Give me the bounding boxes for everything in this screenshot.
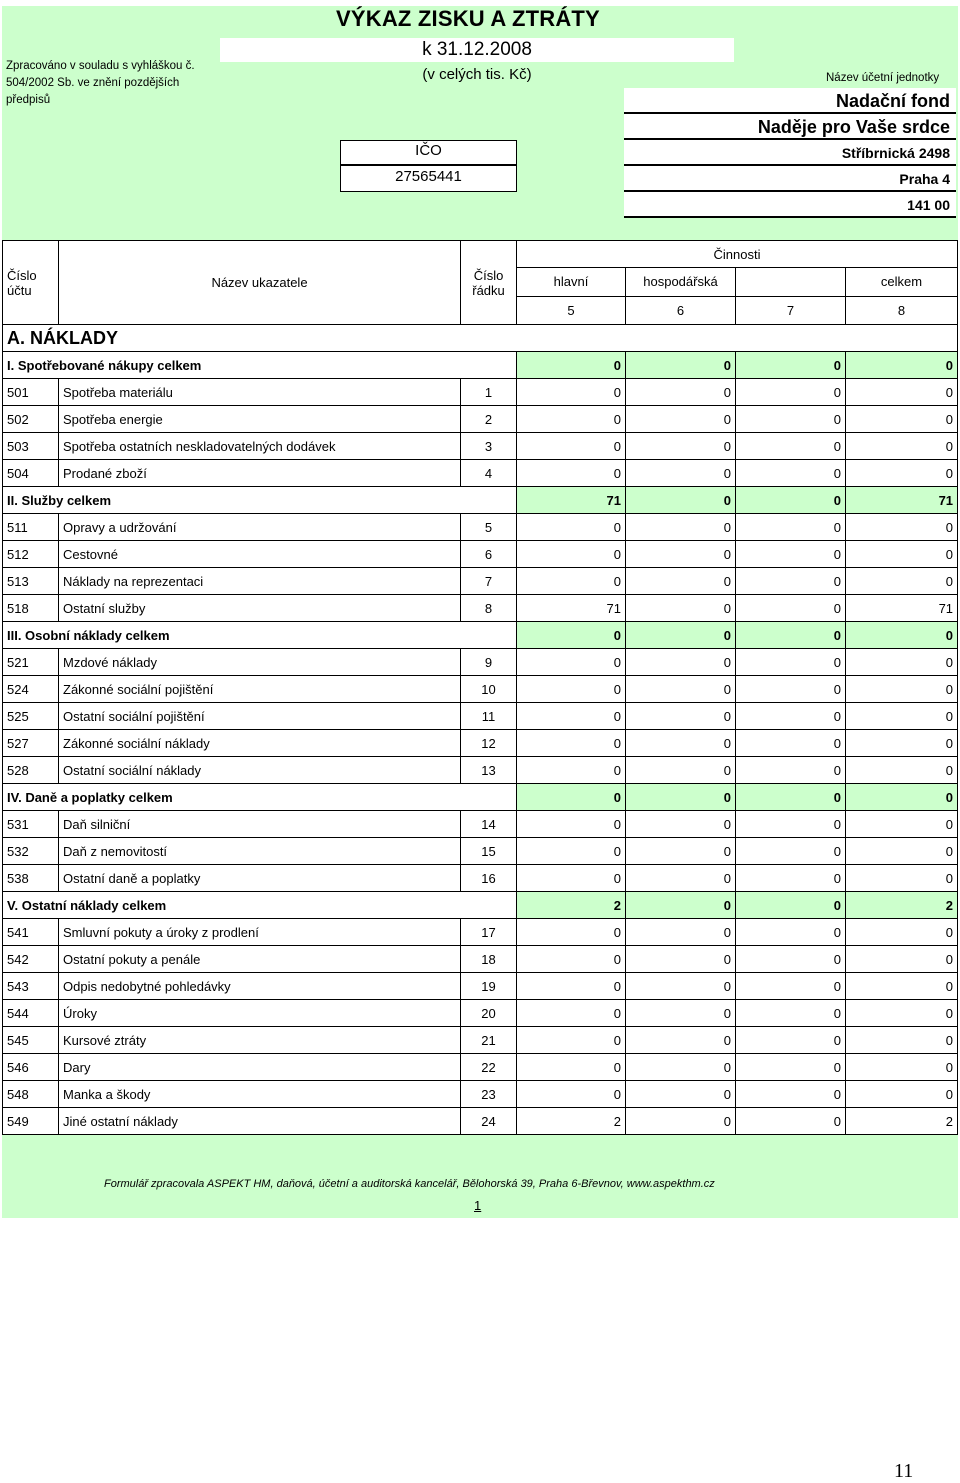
value-v6: 0	[626, 703, 736, 730]
row-number: 17	[461, 919, 517, 946]
account-number: 513	[3, 568, 59, 595]
table-row	[3, 1081, 958, 1108]
section-row	[3, 487, 958, 514]
value-v6: 0	[626, 649, 736, 676]
value-v7: 0	[736, 676, 846, 703]
row-number: 20	[461, 1000, 517, 1027]
cost-table	[2, 240, 958, 1135]
row-number: 5	[461, 514, 517, 541]
value-v7: 0	[736, 703, 846, 730]
value-v6: 0	[626, 460, 736, 487]
account-number: 504	[3, 460, 59, 487]
item-name: Daň silniční	[59, 811, 461, 838]
value-v7: 0	[736, 541, 846, 568]
value-v5: 0	[517, 1000, 626, 1027]
table-row	[3, 406, 958, 433]
value-v5: 0	[517, 1081, 626, 1108]
item-name: Jiné ostatní náklady	[59, 1108, 461, 1135]
value-v6: 0	[626, 811, 736, 838]
value-v6: 0	[626, 433, 736, 460]
value-v5: 0	[517, 811, 626, 838]
value-v8: 0	[846, 784, 958, 811]
item-name: Ostatní daně a poplatky	[59, 865, 461, 892]
value-v6: 0	[626, 379, 736, 406]
ico-label: IČO	[340, 142, 517, 166]
row-number: 14	[461, 811, 517, 838]
value-v8: 0	[846, 1000, 958, 1027]
account-number: 528	[3, 757, 59, 784]
item-name: Úroky	[59, 1000, 461, 1027]
col-main-header: hlavní	[517, 268, 626, 296]
item-name: Prodané zboží	[59, 460, 461, 487]
value-v6: 0	[626, 919, 736, 946]
account-number: 503	[3, 433, 59, 460]
value-v7: 0	[736, 1081, 846, 1108]
table-row	[3, 1054, 958, 1081]
value-v6: 0	[626, 757, 736, 784]
section-name: I. Spotřebované nákupy celkem	[3, 352, 517, 379]
account-number: 541	[3, 919, 59, 946]
value-v5: 0	[517, 1054, 626, 1081]
value-v7: 0	[736, 1108, 846, 1135]
row-number: 16	[461, 865, 517, 892]
table-row	[3, 568, 958, 595]
row-number: 9	[461, 649, 517, 676]
section-row	[3, 784, 958, 811]
value-v5: 0	[517, 568, 626, 595]
value-v5: 71	[517, 595, 626, 622]
section-name: II. Služby celkem	[3, 487, 517, 514]
value-v7: 0	[736, 730, 846, 757]
value-v5: 0	[517, 703, 626, 730]
col-row-header: Číslo řádku	[461, 241, 517, 325]
entity-zip: 141 00	[624, 192, 956, 218]
table-row	[3, 649, 958, 676]
value-v8: 2	[846, 892, 958, 919]
value-v5: 0	[517, 946, 626, 973]
value-v6: 0	[626, 730, 736, 757]
value-v8: 0	[846, 1081, 958, 1108]
col-account-header: Číslo účtu	[3, 241, 59, 325]
table-row	[3, 865, 958, 892]
item-name: Kursové ztráty	[59, 1027, 461, 1054]
value-v7: 0	[736, 460, 846, 487]
row-number: 2	[461, 406, 517, 433]
value-v7: 0	[736, 757, 846, 784]
value-v6: 0	[626, 892, 736, 919]
value-v6: 0	[626, 622, 736, 649]
activities-header: Činnosti	[517, 241, 958, 268]
value-v6: 0	[626, 514, 736, 541]
value-v8: 0	[846, 514, 958, 541]
col-num-8: 8	[846, 296, 958, 324]
value-v6: 0	[626, 1000, 736, 1027]
value-v6: 0	[626, 568, 736, 595]
value-v5: 2	[517, 892, 626, 919]
value-v7: 0	[736, 352, 846, 379]
item-name: Spotřeba materiálu	[59, 379, 461, 406]
value-v8: 0	[846, 406, 958, 433]
value-v5: 0	[517, 352, 626, 379]
item-name: Manka a škody	[59, 1081, 461, 1108]
table-row	[3, 946, 958, 973]
table-row	[3, 541, 958, 568]
row-number: 19	[461, 973, 517, 1000]
value-v5: 0	[517, 379, 626, 406]
value-v7: 0	[736, 568, 846, 595]
value-v6: 0	[626, 1054, 736, 1081]
table-row	[3, 1000, 958, 1027]
value-v7: 0	[736, 595, 846, 622]
item-name: Ostatní služby	[59, 595, 461, 622]
entity-name-2: Naděje pro Vaše srdce	[624, 114, 956, 140]
col-num-7: 7	[736, 296, 846, 324]
row-number: 21	[461, 1027, 517, 1054]
value-v8: 0	[846, 541, 958, 568]
row-number: 13	[461, 757, 517, 784]
value-v7: 0	[736, 892, 846, 919]
account-number: 512	[3, 541, 59, 568]
value-v7: 0	[736, 433, 846, 460]
value-v5: 0	[517, 460, 626, 487]
value-v8: 71	[846, 487, 958, 514]
item-name: Dary	[59, 1054, 461, 1081]
col-econ-header: hospodářská	[626, 268, 736, 296]
value-v7: 0	[736, 865, 846, 892]
table-row	[3, 919, 958, 946]
value-v8: 0	[846, 838, 958, 865]
table-row	[3, 973, 958, 1000]
value-v6: 0	[626, 973, 736, 1000]
account-number: 545	[3, 1027, 59, 1054]
value-v8: 0	[846, 1027, 958, 1054]
row-number: 4	[461, 460, 517, 487]
value-v7: 0	[736, 406, 846, 433]
row-number: 8	[461, 595, 517, 622]
item-name: Náklady na reprezentaci	[59, 568, 461, 595]
value-v8: 0	[846, 919, 958, 946]
report-title: VÝKAZ ZISKU A ZTRÁTY	[336, 6, 600, 31]
value-v7: 0	[736, 1027, 846, 1054]
value-v6: 0	[626, 865, 736, 892]
value-v8: 0	[846, 1054, 958, 1081]
account-number: 501	[3, 379, 59, 406]
report-date: k 31.12.2008	[422, 39, 532, 60]
section-name: IV. Daně a poplatky celkem	[3, 784, 517, 811]
value-v7: 0	[736, 379, 846, 406]
section-row	[3, 352, 958, 379]
table-row	[3, 1108, 958, 1135]
item-name: Spotřeba ostatních neskladovatelných dodávek	[59, 433, 461, 460]
value-v8: 0	[846, 703, 958, 730]
col-total-header: celkem	[846, 268, 958, 296]
value-v8: 0	[846, 568, 958, 595]
value-v8: 0	[846, 973, 958, 1000]
table-row	[3, 838, 958, 865]
table-row	[3, 433, 958, 460]
account-number: 531	[3, 811, 59, 838]
value-v6: 0	[626, 595, 736, 622]
value-v7: 0	[736, 811, 846, 838]
account-number: 525	[3, 703, 59, 730]
value-v6: 0	[626, 946, 736, 973]
value-v7: 0	[736, 622, 846, 649]
value-v8: 2	[846, 1108, 958, 1135]
value-v5: 0	[517, 919, 626, 946]
value-v5: 71	[517, 487, 626, 514]
entity-city: Praha 4	[624, 166, 956, 192]
table-row	[3, 757, 958, 784]
account-number: 546	[3, 1054, 59, 1081]
footer-note: Formulář zpracovala ASPEKT HM, daňová, účetní a auditorská kancelář, Bělohorská 39, Praha 6-Břevnov, www.aspekthm.cz	[104, 1178, 715, 1190]
value-v7: 0	[736, 784, 846, 811]
row-number: 3	[461, 433, 517, 460]
row-number: 7	[461, 568, 517, 595]
value-v5: 0	[517, 784, 626, 811]
value-v6: 0	[626, 784, 736, 811]
row-number: 6	[461, 541, 517, 568]
row-number: 23	[461, 1081, 517, 1108]
value-v7: 0	[736, 487, 846, 514]
col-name-header: Název ukazatele	[59, 241, 461, 325]
table-row	[3, 811, 958, 838]
value-v5: 0	[517, 622, 626, 649]
value-v7: 0	[736, 1000, 846, 1027]
value-v6: 0	[626, 676, 736, 703]
value-v5: 0	[517, 838, 626, 865]
item-name: Odpis nedobytné pohledávky	[59, 973, 461, 1000]
table-row	[3, 460, 958, 487]
account-number: 549	[3, 1108, 59, 1135]
value-v7: 0	[736, 919, 846, 946]
value-v7: 0	[736, 514, 846, 541]
row-number: 15	[461, 838, 517, 865]
value-v8: 0	[846, 676, 958, 703]
value-v6: 0	[626, 541, 736, 568]
section-a-title: A. NÁKLADY	[3, 325, 958, 352]
item-name: Ostatní sociální náklady	[59, 757, 461, 784]
account-number: 502	[3, 406, 59, 433]
table-row	[3, 676, 958, 703]
section-row	[3, 892, 958, 919]
item-name: Cestovné	[59, 541, 461, 568]
value-v5: 0	[517, 541, 626, 568]
value-v6: 0	[626, 352, 736, 379]
report-units: (v celých tis. Kč)	[422, 66, 532, 83]
row-number: 22	[461, 1054, 517, 1081]
form-page-link[interactable]: 1	[474, 1198, 482, 1213]
table-row	[3, 1027, 958, 1054]
value-v8: 0	[846, 460, 958, 487]
value-v8: 0	[846, 730, 958, 757]
value-v6: 0	[626, 838, 736, 865]
item-name: Mzdové náklady	[59, 649, 461, 676]
table-row	[3, 595, 958, 622]
value-v7: 0	[736, 649, 846, 676]
account-number: 544	[3, 1000, 59, 1027]
value-v7: 0	[736, 946, 846, 973]
account-number: 527	[3, 730, 59, 757]
item-name: Ostatní pokuty a penále	[59, 946, 461, 973]
row-number: 24	[461, 1108, 517, 1135]
legal-note: Zpracováno v souladu s vyhláškou č. 504/2002 Sb. ve znění pozdějších předpisů	[6, 60, 195, 106]
row-number: 1	[461, 379, 517, 406]
account-number: 542	[3, 946, 59, 973]
row-number: 11	[461, 703, 517, 730]
value-v6: 0	[626, 406, 736, 433]
table-row	[3, 730, 958, 757]
value-v5: 0	[517, 433, 626, 460]
account-number: 538	[3, 865, 59, 892]
value-v8: 0	[846, 433, 958, 460]
account-number: 511	[3, 514, 59, 541]
account-number: 518	[3, 595, 59, 622]
item-name: Zákonné sociální náklady	[59, 730, 461, 757]
value-v8: 0	[846, 379, 958, 406]
value-v7: 0	[736, 973, 846, 1000]
value-v7: 0	[736, 1054, 846, 1081]
account-number: 532	[3, 838, 59, 865]
account-number: 543	[3, 973, 59, 1000]
item-name: Zákonné sociální pojištění	[59, 676, 461, 703]
value-v8: 0	[846, 946, 958, 973]
item-name: Spotřeba energie	[59, 406, 461, 433]
account-number: 521	[3, 649, 59, 676]
value-v7: 0	[736, 838, 846, 865]
value-v5: 0	[517, 649, 626, 676]
value-v6: 0	[626, 1027, 736, 1054]
section-row	[3, 622, 958, 649]
ico-value: 27565441	[395, 168, 462, 185]
item-name: Daň z nemovitostí	[59, 838, 461, 865]
value-v6: 0	[626, 1108, 736, 1135]
item-name: Ostatní sociální pojištění	[59, 703, 461, 730]
value-v8: 0	[846, 649, 958, 676]
section-name: V. Ostatní náklady celkem	[3, 892, 517, 919]
value-v5: 0	[517, 514, 626, 541]
value-v6: 0	[626, 1081, 736, 1108]
value-v5: 2	[517, 1108, 626, 1135]
col-num-5: 5	[517, 296, 626, 324]
table-row	[3, 703, 958, 730]
entity-name: Nadační fond	[624, 88, 956, 114]
value-v8: 0	[846, 622, 958, 649]
value-v5: 0	[517, 1027, 626, 1054]
table-row	[3, 514, 958, 541]
value-v5: 0	[517, 865, 626, 892]
col-num-6: 6	[626, 296, 736, 324]
entity-street: Stříbrnická 2498	[624, 140, 956, 166]
item-name: Smluvní pokuty a úroky z prodlení	[59, 919, 461, 946]
value-v5: 0	[517, 757, 626, 784]
value-v5: 0	[517, 676, 626, 703]
row-number: 12	[461, 730, 517, 757]
section-name: III. Osobní náklady celkem	[3, 622, 517, 649]
account-number: 548	[3, 1081, 59, 1108]
value-v8: 0	[846, 352, 958, 379]
row-number: 18	[461, 946, 517, 973]
value-v5: 0	[517, 730, 626, 757]
value-v8: 0	[846, 865, 958, 892]
col-blank-header	[736, 268, 846, 296]
value-v8: 71	[846, 595, 958, 622]
table-row	[3, 379, 958, 406]
item-name: Opravy a udržování	[59, 514, 461, 541]
value-v5: 0	[517, 406, 626, 433]
value-v8: 0	[846, 757, 958, 784]
value-v8: 0	[846, 811, 958, 838]
row-number: 10	[461, 676, 517, 703]
page-number: 11	[894, 1460, 914, 1482]
value-v5: 0	[517, 973, 626, 1000]
entity-label: Název účetní jednotky	[826, 72, 940, 84]
value-v6: 0	[626, 487, 736, 514]
account-number: 524	[3, 676, 59, 703]
